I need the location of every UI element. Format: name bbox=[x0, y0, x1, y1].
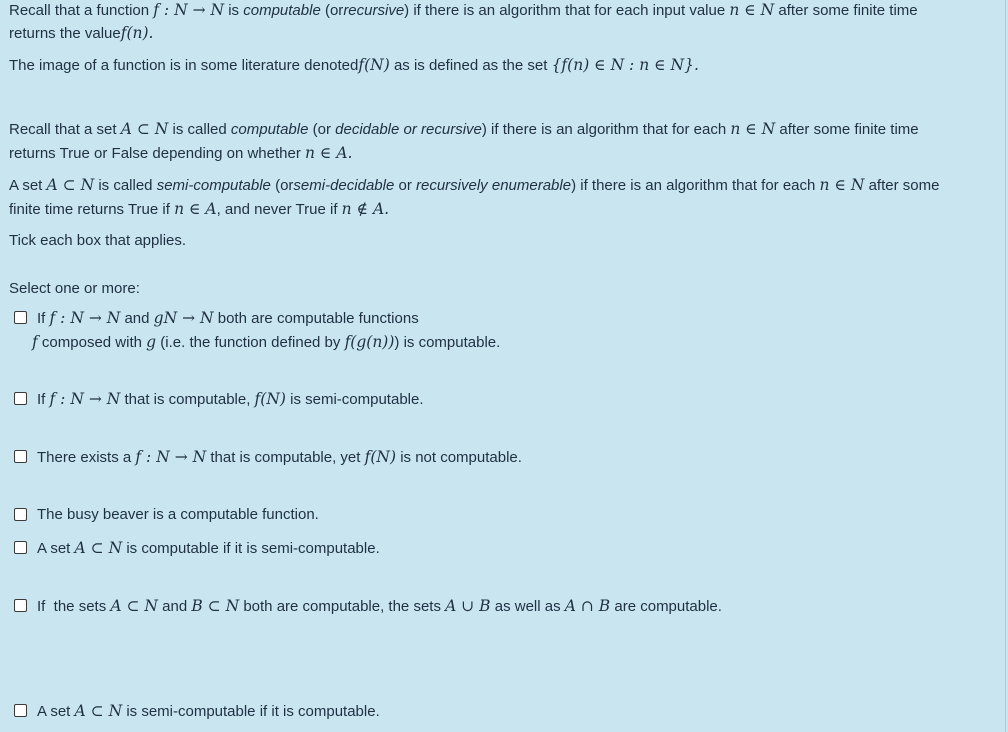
math: A ⊂ N bbox=[110, 597, 158, 615]
math: f(g(n)) bbox=[344, 333, 395, 351]
text: or bbox=[398, 177, 412, 194]
math: A ⊂ N bbox=[46, 176, 95, 194]
text: If bbox=[37, 391, 46, 408]
text: that is computable, yet bbox=[210, 449, 361, 466]
option-label bbox=[37, 389, 424, 410]
text: A set bbox=[37, 540, 71, 557]
text: composed with bbox=[41, 334, 142, 351]
option-7[interactable] bbox=[14, 701, 380, 722]
text: Tick each box that applies. bbox=[9, 232, 187, 249]
checkbox[interactable] bbox=[14, 450, 27, 463]
math: gN → N bbox=[153, 309, 214, 327]
checkbox[interactable] bbox=[14, 392, 27, 405]
text: finite time returns True if bbox=[9, 201, 170, 218]
text: (or bbox=[324, 2, 344, 19]
text: Select one or more: bbox=[9, 280, 140, 297]
math: f : N → N bbox=[49, 309, 121, 327]
intro-line-2 bbox=[9, 23, 153, 44]
checkbox[interactable] bbox=[14, 311, 27, 324]
option-2[interactable] bbox=[14, 389, 424, 410]
option-label bbox=[37, 538, 380, 559]
math: f : N → N bbox=[153, 1, 225, 19]
option-5[interactable] bbox=[14, 538, 380, 559]
text-emphasis: recursive bbox=[343, 2, 405, 19]
select-label bbox=[9, 279, 140, 299]
checkbox[interactable] bbox=[14, 599, 27, 612]
text: , and never True if bbox=[216, 201, 338, 218]
math: n ∈ N bbox=[730, 120, 776, 138]
option-1-line-2 bbox=[32, 332, 500, 353]
computable-definition-line-2 bbox=[9, 143, 352, 164]
math: g bbox=[146, 333, 157, 351]
option-label bbox=[37, 701, 380, 722]
text: (or bbox=[312, 121, 331, 138]
text: ) if there is an algorithm that for each bbox=[481, 121, 727, 138]
text: A set bbox=[9, 177, 43, 194]
checkbox[interactable] bbox=[14, 508, 27, 521]
text: (or bbox=[275, 177, 294, 194]
text: both are computable functions bbox=[217, 310, 419, 327]
math: n ∉ A. bbox=[341, 200, 390, 218]
option-1[interactable] bbox=[14, 308, 419, 329]
text: ) if there is an algorithm that for each bbox=[571, 177, 816, 194]
math: n ∈ A bbox=[174, 200, 217, 218]
text: ) if there is an algorithm that for each input value bbox=[404, 2, 726, 19]
text: as is defined as the set bbox=[393, 57, 548, 74]
text-emphasis: recursively enumerable bbox=[416, 177, 572, 194]
text: There exists a bbox=[37, 449, 132, 466]
text-emphasis: decidable or recursive bbox=[335, 121, 482, 138]
option-label bbox=[37, 596, 722, 617]
text: are computable. bbox=[614, 598, 722, 615]
text: The image of a function is in some literature denoted bbox=[9, 57, 359, 74]
text: If bbox=[37, 310, 46, 327]
text-emphasis: semi-decidable bbox=[293, 177, 395, 194]
text: returns the value bbox=[9, 25, 121, 42]
text: and bbox=[162, 598, 188, 615]
math: A ⊂ N bbox=[74, 702, 123, 720]
text: returns True or False depending on whether bbox=[9, 145, 301, 162]
text: after some finite time bbox=[778, 2, 918, 19]
math: n ∈ A. bbox=[305, 144, 353, 162]
option-3[interactable] bbox=[14, 447, 522, 468]
semi-computable-definition-line-2 bbox=[9, 199, 389, 220]
text: as well as bbox=[494, 598, 561, 615]
text: is computable if it is semi-computable. bbox=[126, 540, 380, 557]
text: after some bbox=[868, 177, 940, 194]
text-emphasis: computable bbox=[230, 121, 309, 138]
text: Recall that a set bbox=[9, 121, 117, 138]
text: that is computable, bbox=[124, 391, 251, 408]
math: A ∪ B bbox=[445, 597, 491, 615]
text-emphasis: semi-computable bbox=[156, 177, 271, 194]
math: f : N → N bbox=[49, 390, 121, 408]
text: is bbox=[228, 2, 240, 19]
checkbox[interactable] bbox=[14, 704, 27, 717]
text: is semi-computable. bbox=[290, 391, 424, 408]
text: and bbox=[124, 310, 150, 327]
math: {f(n) ∈ N : n ∈ N}. bbox=[551, 56, 699, 74]
math: f : N → N bbox=[135, 448, 207, 466]
text: both are computable, the sets bbox=[243, 598, 441, 615]
text: If the sets bbox=[37, 598, 107, 615]
math: f bbox=[32, 333, 38, 351]
math: n ∈ N bbox=[819, 176, 865, 194]
text: after some finite time bbox=[779, 121, 919, 138]
option-label bbox=[37, 308, 419, 329]
text: is called bbox=[172, 121, 227, 138]
image-definition bbox=[9, 55, 699, 76]
text-emphasis: computable bbox=[243, 2, 321, 19]
math: A ∩ B bbox=[564, 597, 611, 615]
text: A set bbox=[37, 703, 71, 720]
text: ) is computable. bbox=[394, 334, 501, 351]
option-label bbox=[37, 447, 522, 468]
math: B ⊂ N bbox=[191, 597, 240, 615]
math: A ⊂ N bbox=[74, 539, 123, 557]
intro-line-1 bbox=[9, 0, 918, 21]
text: is called bbox=[98, 177, 153, 194]
math: f(n). bbox=[120, 24, 154, 42]
text: (i.e. the function defined by bbox=[160, 334, 341, 351]
math: f(N) bbox=[254, 390, 286, 408]
math: f(N) bbox=[364, 448, 397, 466]
instruction-text bbox=[9, 231, 186, 251]
math: n ∈ N bbox=[729, 1, 775, 19]
text: is semi-computable if it is computable. bbox=[126, 703, 380, 720]
math: A ⊂ N bbox=[120, 120, 169, 138]
option-label: The busy beaver is a computable function. bbox=[37, 506, 319, 523]
math: f(N) bbox=[358, 56, 390, 74]
text: Recall that a function bbox=[9, 2, 150, 19]
option-4[interactable] bbox=[14, 505, 319, 525]
option-6[interactable] bbox=[14, 596, 722, 617]
text: is not computable. bbox=[400, 449, 522, 466]
checkbox[interactable] bbox=[14, 541, 27, 554]
semi-computable-definition-line-1 bbox=[9, 175, 939, 196]
computable-definition-line-1 bbox=[9, 119, 919, 140]
